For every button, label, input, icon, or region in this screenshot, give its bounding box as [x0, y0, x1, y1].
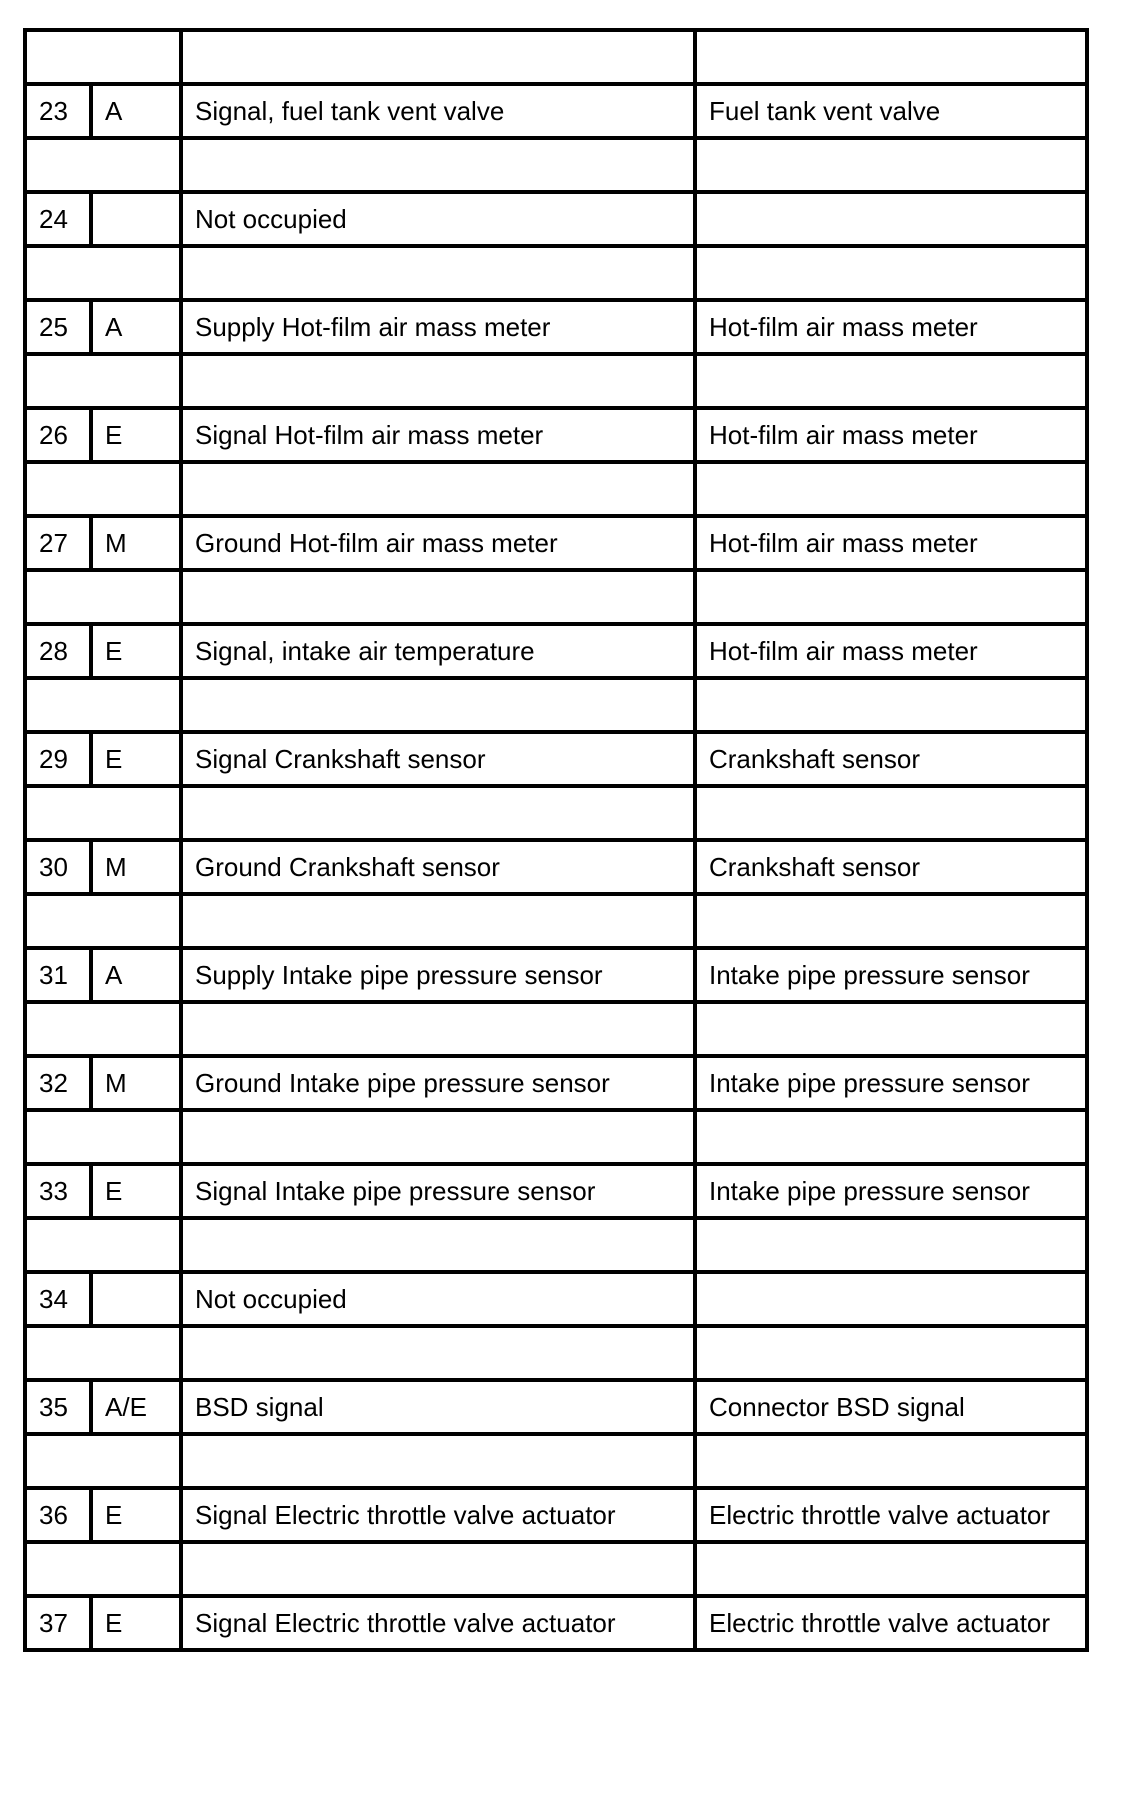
signal-type-cell — [91, 1272, 181, 1326]
pin-number-cell: 29 — [25, 732, 91, 786]
spacer-row — [25, 1434, 1087, 1488]
component-cell: Electric throttle valve actuator — [695, 1596, 1087, 1650]
table-row — [25, 840, 1087, 894]
spacer-cell — [695, 1542, 1087, 1596]
signal-type-cell: E — [91, 1488, 181, 1542]
pin-table-body — [25, 30, 1087, 1650]
spacer-cell — [181, 138, 695, 192]
spacer-cell — [695, 462, 1087, 516]
component-cell — [695, 192, 1087, 246]
description-cell: Signal Electric throttle valve actuator — [181, 1596, 695, 1650]
spacer-cell — [181, 894, 695, 948]
pin-number-cell: 30 — [25, 840, 91, 894]
component-cell: Crankshaft sensor — [695, 732, 1087, 786]
spacer-cell — [25, 678, 181, 732]
spacer-row — [25, 246, 1087, 300]
spacer-cell — [25, 786, 181, 840]
spacer-cell — [181, 462, 695, 516]
spacer-cell — [695, 1326, 1087, 1380]
pin-number-cell: 35 — [25, 1380, 91, 1434]
spacer-row — [25, 570, 1087, 624]
spacer-cell — [695, 1002, 1087, 1056]
description-cell: Signal Hot-film air mass meter — [181, 408, 695, 462]
spacer-row — [25, 1326, 1087, 1380]
spacer-cell — [181, 30, 695, 84]
table-row — [25, 1272, 1087, 1326]
table-row — [25, 1056, 1087, 1110]
spacer-row — [25, 462, 1087, 516]
table-row — [25, 948, 1087, 1002]
description-cell: Supply Intake pipe pressure sensor — [181, 948, 695, 1002]
spacer-cell — [181, 570, 695, 624]
component-cell: Connector BSD signal — [695, 1380, 1087, 1434]
spacer-cell — [695, 30, 1087, 84]
spacer-row — [25, 1542, 1087, 1596]
table-row — [25, 1488, 1087, 1542]
signal-type-cell: A/E — [91, 1380, 181, 1434]
spacer-cell — [25, 894, 181, 948]
spacer-cell — [695, 570, 1087, 624]
signal-type-cell — [91, 192, 181, 246]
spacer-row — [25, 678, 1087, 732]
spacer-cell — [181, 1002, 695, 1056]
pin-number-cell: 37 — [25, 1596, 91, 1650]
description-cell: Signal Crankshaft sensor — [181, 732, 695, 786]
signal-type-cell: E — [91, 732, 181, 786]
spacer-cell — [25, 1434, 181, 1488]
component-cell: Intake pipe pressure sensor — [695, 948, 1087, 1002]
spacer-cell — [695, 1218, 1087, 1272]
description-cell: Signal Electric throttle valve actuator — [181, 1488, 695, 1542]
spacer-cell — [25, 570, 181, 624]
spacer-cell — [181, 678, 695, 732]
spacer-cell — [181, 246, 695, 300]
description-cell: Not occupied — [181, 192, 695, 246]
pin-number-cell: 25 — [25, 300, 91, 354]
table-row — [25, 192, 1087, 246]
signal-type-cell: A — [91, 300, 181, 354]
spacer-cell — [181, 1434, 695, 1488]
description-cell: Not occupied — [181, 1272, 695, 1326]
spacer-cell — [695, 894, 1087, 948]
signal-type-cell: M — [91, 840, 181, 894]
component-cell — [695, 1272, 1087, 1326]
spacer-cell — [695, 1434, 1087, 1488]
spacer-cell — [695, 354, 1087, 408]
description-cell: Supply Hot-film air mass meter — [181, 300, 695, 354]
table-row — [25, 1380, 1087, 1434]
spacer-cell — [695, 678, 1087, 732]
pin-assignment-table — [23, 28, 1089, 1652]
component-cell: Electric throttle valve actuator — [695, 1488, 1087, 1542]
table-row — [25, 1596, 1087, 1650]
pin-number-cell: 27 — [25, 516, 91, 570]
pin-number-cell: 26 — [25, 408, 91, 462]
spacer-cell — [181, 1110, 695, 1164]
spacer-cell — [25, 1110, 181, 1164]
spacer-row — [25, 894, 1087, 948]
pin-number-cell: 31 — [25, 948, 91, 1002]
spacer-cell — [181, 1326, 695, 1380]
signal-type-cell: M — [91, 1056, 181, 1110]
description-cell: Ground Hot-film air mass meter — [181, 516, 695, 570]
signal-type-cell: E — [91, 408, 181, 462]
description-cell: Signal, intake air temperature — [181, 624, 695, 678]
pin-number-cell: 32 — [25, 1056, 91, 1110]
spacer-cell — [25, 1002, 181, 1056]
pin-number-cell: 28 — [25, 624, 91, 678]
pin-number-cell: 36 — [25, 1488, 91, 1542]
spacer-cell — [25, 1326, 181, 1380]
spacer-cell — [181, 1218, 695, 1272]
spacer-row — [25, 1110, 1087, 1164]
component-cell: Intake pipe pressure sensor — [695, 1164, 1087, 1218]
pin-number-cell: 23 — [25, 84, 91, 138]
spacer-row — [25, 30, 1087, 84]
signal-type-cell: A — [91, 84, 181, 138]
table-row — [25, 624, 1087, 678]
spacer-cell — [695, 138, 1087, 192]
table-row — [25, 84, 1087, 138]
component-cell: Hot-film air mass meter — [695, 624, 1087, 678]
signal-type-cell: A — [91, 948, 181, 1002]
spacer-row — [25, 1002, 1087, 1056]
spacer-cell — [181, 786, 695, 840]
component-cell: Hot-film air mass meter — [695, 300, 1087, 354]
description-cell: BSD signal — [181, 1380, 695, 1434]
component-cell: Intake pipe pressure sensor — [695, 1056, 1087, 1110]
spacer-row — [25, 354, 1087, 408]
spacer-cell — [25, 1542, 181, 1596]
pin-number-cell: 33 — [25, 1164, 91, 1218]
description-cell: Ground Crankshaft sensor — [181, 840, 695, 894]
table-row — [25, 1164, 1087, 1218]
component-cell: Hot-film air mass meter — [695, 516, 1087, 570]
component-cell: Crankshaft sensor — [695, 840, 1087, 894]
spacer-cell — [695, 1110, 1087, 1164]
table-row — [25, 516, 1087, 570]
spacer-cell — [181, 1542, 695, 1596]
spacer-cell — [25, 1218, 181, 1272]
pin-number-cell: 34 — [25, 1272, 91, 1326]
table-row — [25, 300, 1087, 354]
signal-type-cell: E — [91, 1164, 181, 1218]
description-cell: Ground Intake pipe pressure sensor — [181, 1056, 695, 1110]
component-cell: Hot-film air mass meter — [695, 408, 1087, 462]
table-row — [25, 408, 1087, 462]
signal-type-cell: E — [91, 1596, 181, 1650]
spacer-row — [25, 1218, 1087, 1272]
signal-type-cell: M — [91, 516, 181, 570]
spacer-cell — [695, 246, 1087, 300]
signal-type-cell: E — [91, 624, 181, 678]
description-cell: Signal Intake pipe pressure sensor — [181, 1164, 695, 1218]
spacer-cell — [25, 30, 181, 84]
spacer-cell — [181, 354, 695, 408]
spacer-cell — [25, 246, 181, 300]
spacer-row — [25, 786, 1087, 840]
spacer-cell — [25, 138, 181, 192]
component-cell: Fuel tank vent valve — [695, 84, 1087, 138]
spacer-row — [25, 138, 1087, 192]
spacer-cell — [25, 354, 181, 408]
description-cell: Signal, fuel tank vent valve — [181, 84, 695, 138]
spacer-cell — [695, 786, 1087, 840]
table-row — [25, 732, 1087, 786]
spacer-cell — [25, 462, 181, 516]
pin-number-cell: 24 — [25, 192, 91, 246]
